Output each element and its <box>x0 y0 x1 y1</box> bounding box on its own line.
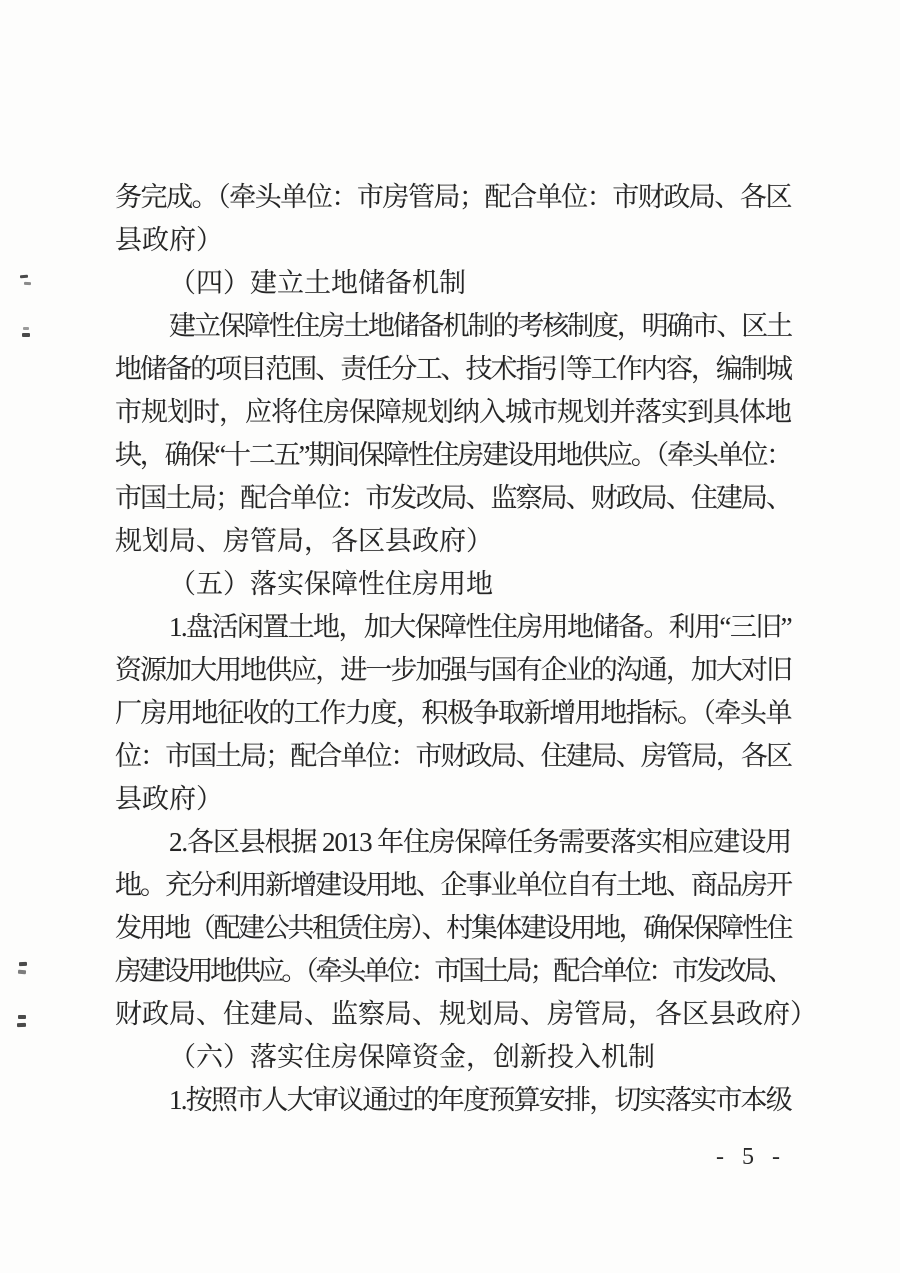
text-line <box>115 176 791 219</box>
text-line <box>115 606 791 649</box>
text-line-content: 规划局、房管局，各区县政府） <box>115 526 493 556</box>
text-line <box>115 692 791 735</box>
text-line-content: 务完成。（牵头单位：市房管局；配合单位：市财政局、各区 <box>115 182 791 212</box>
text-line-content: 市规划时，应将住房保障规划纳入城市规划并落实到具体地 <box>115 397 791 427</box>
text-line-content: 块，确保“十二五”期间保障性住房建设用地供应。（牵头单位： <box>115 440 791 470</box>
text-line <box>115 821 791 864</box>
text-line <box>115 735 791 778</box>
text-line-content: 资源加大用地供应，进一步加强与国有企业的沟通，加大对旧 <box>115 655 791 685</box>
section-heading <box>115 563 791 606</box>
scan-artifact <box>17 1023 26 1027</box>
scan-artifact <box>18 970 26 975</box>
text-line-content: 县政府） <box>115 784 223 814</box>
text-line-content: 房建设用地供应。（牵头单位：市国土局；配合单位：市发改局、 <box>115 956 791 986</box>
text-line-content: 厂房用地征收的工作力度，积极争取新增用地指标。（牵头单 <box>115 698 791 728</box>
text-line-content: （四）建立土地储备机制 <box>169 268 466 298</box>
text-line <box>115 993 817 1036</box>
text-line <box>115 305 791 348</box>
text-line-content: 市国土局；配合单位：市发改局、监察局、财政局、住建局、 <box>115 483 791 513</box>
text-line <box>115 348 791 391</box>
document-body <box>115 176 817 1122</box>
text-line <box>115 391 791 434</box>
text-line-content: （六）落实住房保障资金，创新投入机制 <box>169 1042 655 1072</box>
text-line <box>115 434 791 477</box>
section-heading <box>115 262 791 305</box>
text-line-content: 财政局、住建局、监察局、规划局、房管局，各区县政府） <box>115 999 817 1029</box>
text-line <box>115 950 791 993</box>
text-line-content: 位：市国土局；配合单位：市财政局、住建局、房管局，各区 <box>115 741 791 771</box>
text-line <box>115 778 791 821</box>
text-line <box>115 864 791 907</box>
text-line-content: 1.盘活闲置土地，加大保障性住房用地储备。利用“三旧” <box>169 612 791 642</box>
text-line-content: 地储备的项目范围、责任分工、技术指引等工作内容，编制城 <box>115 354 791 384</box>
section-heading <box>115 1036 791 1079</box>
scan-artifact <box>24 282 31 285</box>
text-line-content: 1.按照市人大审议通过的年度预算安排，切实落实市本级 <box>169 1085 791 1115</box>
text-line <box>115 520 791 563</box>
text-line-content: 地。充分利用新增建设用地、企事业单位自有土地、商品房开 <box>115 870 791 900</box>
page-number: - 5 - <box>716 1144 786 1170</box>
scan-artifact <box>19 962 27 966</box>
scan-artifact <box>22 333 30 337</box>
text-line <box>115 907 791 950</box>
text-line-content: 县政府） <box>115 225 223 255</box>
scan-artifact <box>18 1015 26 1019</box>
text-line <box>115 1079 791 1122</box>
text-line-content: 2.各区县根据 2013 年住房保障任务需要落实相应建设用 <box>169 827 791 857</box>
scan-artifact <box>20 275 28 279</box>
text-line <box>115 649 791 692</box>
text-line-content: （五）落实保障性住房用地 <box>169 569 493 599</box>
text-line <box>115 219 791 262</box>
text-line-content: 发用地（配建公共租赁住房）、村集体建设用地，确保保障性住 <box>115 913 791 943</box>
scan-artifact <box>23 327 29 330</box>
text-line <box>115 477 791 520</box>
text-line-content: 建立保障性住房土地储备机制的考核制度，明确市、区土 <box>169 311 791 341</box>
